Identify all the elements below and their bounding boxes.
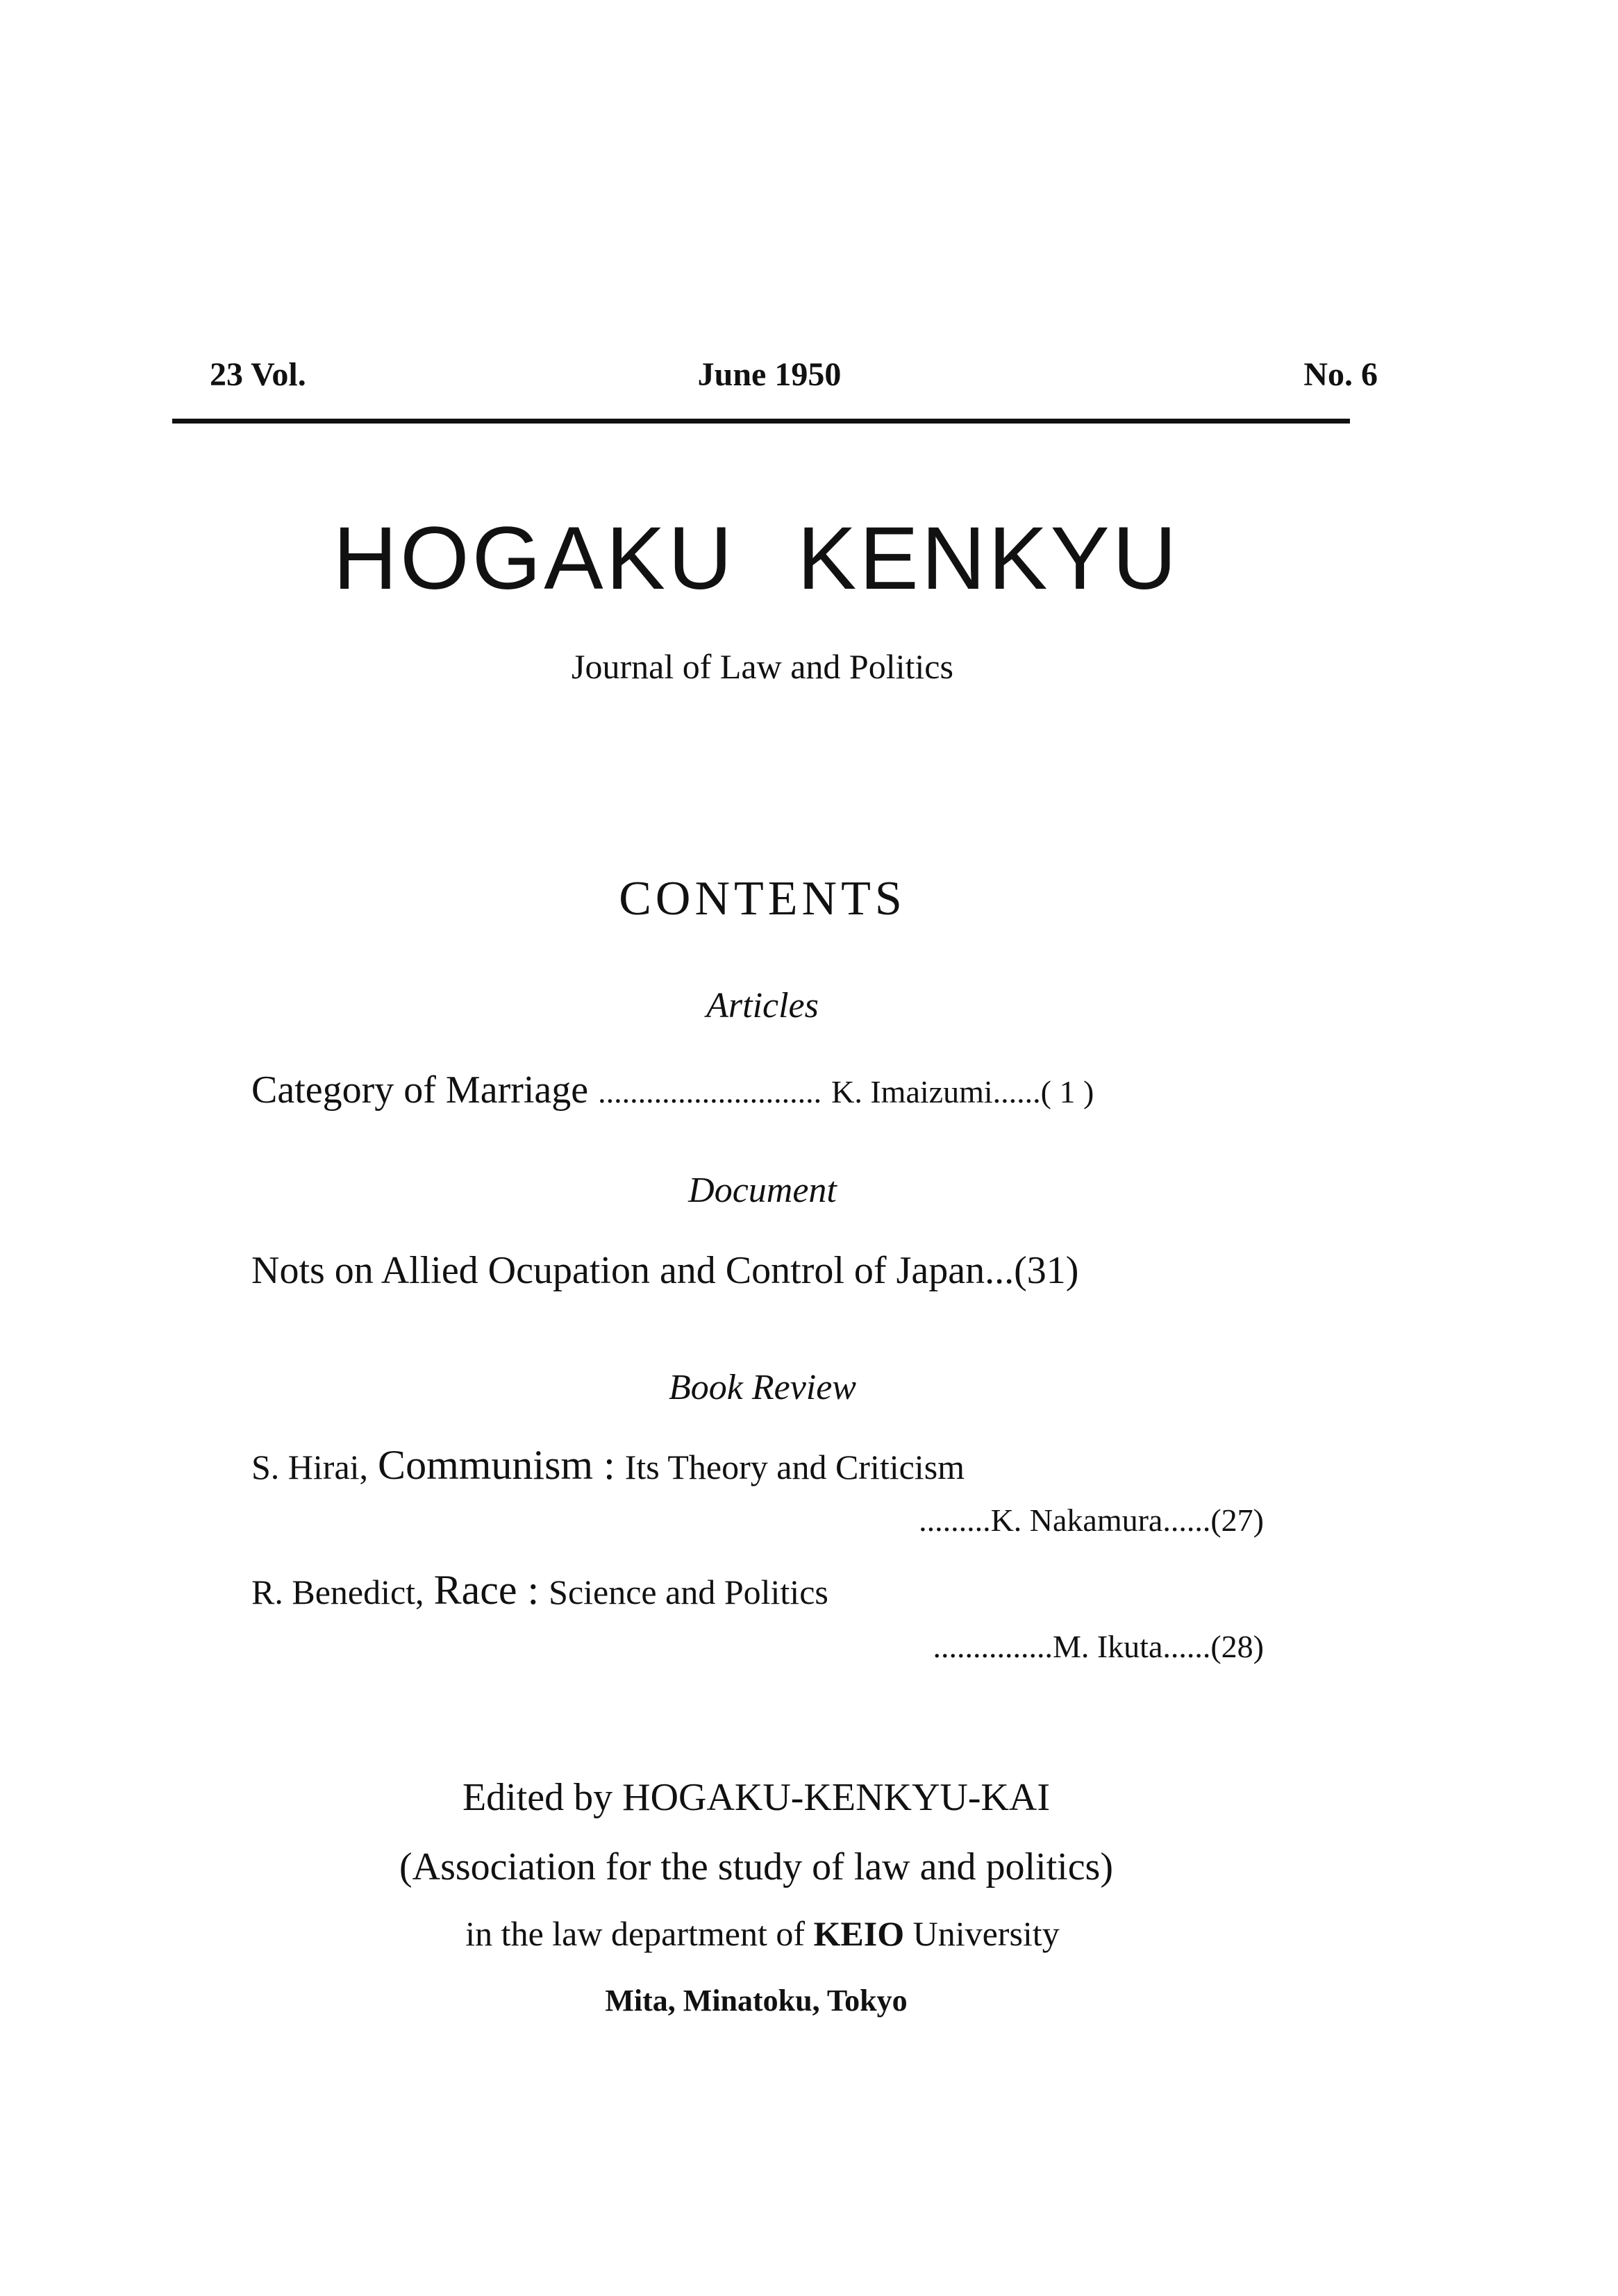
review-entry-1	[251, 1441, 965, 1491]
document-entry: Nots on Allied Ocupation and Control of Japan...(31)	[251, 1249, 1079, 1292]
review2-book-author: R. Benedict,	[251, 1573, 424, 1611]
contents-heading: CONTENTS	[619, 872, 906, 925]
article-page: ......( 1 )	[992, 1074, 1094, 1109]
review2-reviewer: ...............M. Ikuta......(28)	[933, 1629, 1264, 1664]
review-entry-2	[251, 1566, 828, 1616]
section-document: Document	[688, 1171, 837, 1210]
address-line: Mita, Minatoku, Tokyo	[605, 1984, 908, 2018]
review1-book-author: S. Hirai,	[251, 1448, 369, 1486]
article-author: K. Imaizumi	[831, 1074, 993, 1109]
review1-book-subtitle: Its Theory and Criticism	[624, 1448, 965, 1486]
journal-subtitle: Journal of Law and Politics	[572, 647, 953, 686]
review1-reviewer: .........K. Nakamura......(27)	[919, 1502, 1264, 1538]
article-leader: ............................	[598, 1074, 822, 1109]
department-suffix: University	[912, 1914, 1060, 1953]
review2-book-title: Race :	[433, 1567, 540, 1613]
section-book-review: Book Review	[669, 1368, 856, 1407]
review2-book-subtitle: Science and Politics	[549, 1573, 828, 1611]
article-title: Category of Marriage	[251, 1069, 589, 1112]
section-articles: Articles	[706, 986, 819, 1025]
issue-number: No. 6	[1303, 356, 1378, 393]
volume-label: 23 Vol.	[210, 356, 306, 393]
article-entry	[251, 1066, 1094, 1116]
department-prefix: in the law department of	[465, 1914, 806, 1953]
association-line: (Association for the study of law and politics)	[399, 1845, 1113, 1888]
journal-title: HOGAKU KENKYU	[333, 509, 1180, 608]
department-keio: KEIO	[813, 1914, 905, 1953]
department-line	[0, 1913, 1525, 1954]
issue-date: June 1950	[697, 356, 842, 393]
editor-line: Edited by HOGAKU-KENKYU-KAI	[462, 1776, 1051, 1819]
review1-book-title: Communism :	[378, 1442, 615, 1488]
header-rule	[172, 419, 1350, 424]
